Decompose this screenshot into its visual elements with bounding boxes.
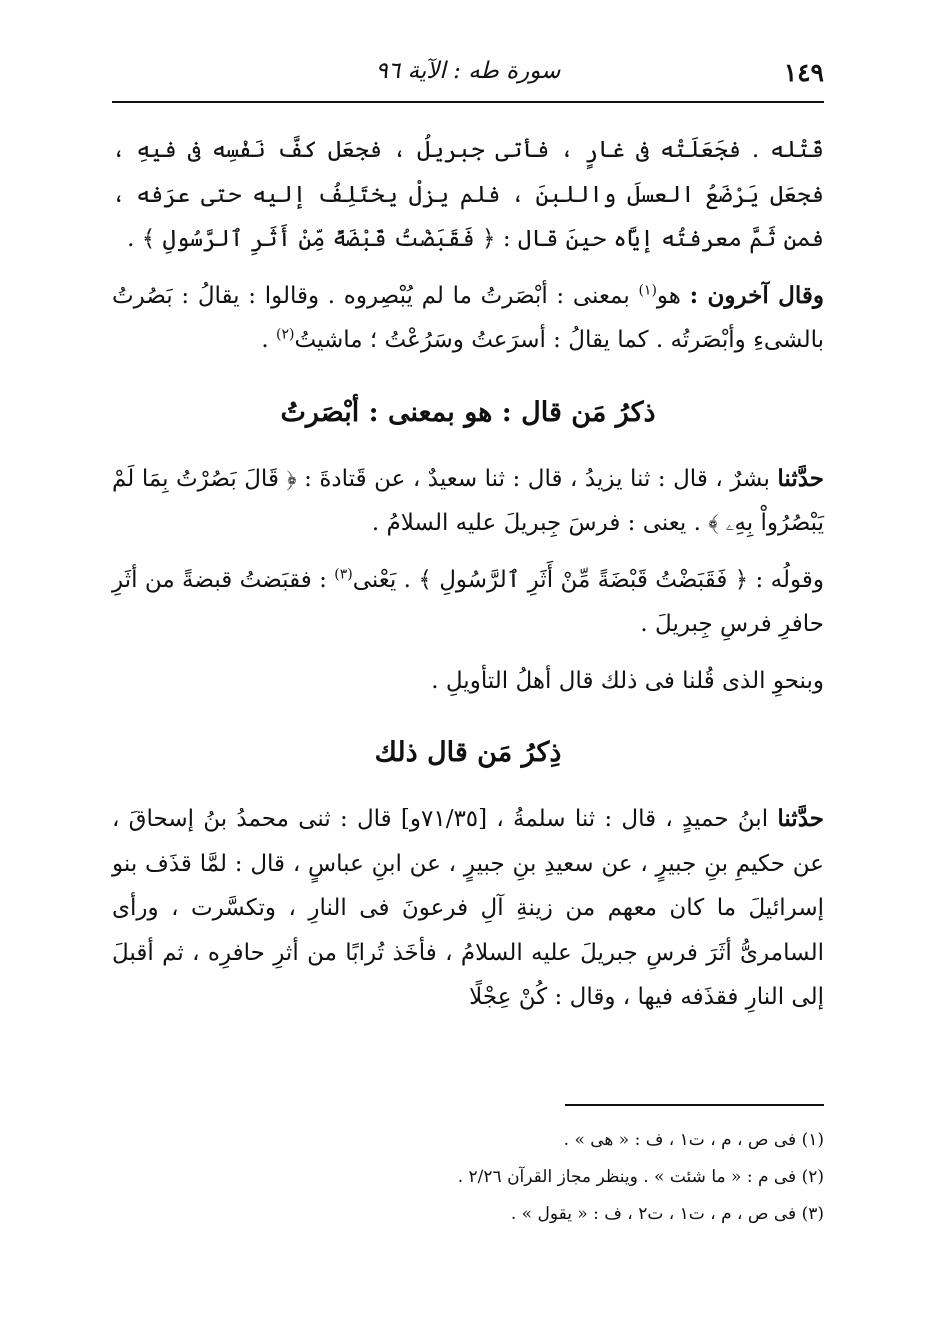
paragraph [112, 659, 824, 704]
paragraph-text: وقولُه : ﴿ فَقَبَضْتُ قَبْضَةً مِّنْ أَثَرِ ٱلرَّسُولِ ﴾ . يَعْنى [352, 566, 824, 593]
paragraph-text: . [261, 327, 276, 353]
footnote-rule [565, 1104, 824, 1106]
main-text [112, 128, 824, 1020]
section-heading: ذكرُ مَن قال : هو بمعنى : أبْصَرتُ [280, 396, 656, 428]
footnotes [112, 1122, 824, 1233]
running-title: سورة طه : الآية ٩٦ [375, 58, 561, 84]
page-number: ١٤٩ [783, 58, 824, 87]
section-heading: ذِكرُ مَن قال ذلك [374, 737, 562, 768]
footnote: (١) فى ص ، م ، ت١ ، ف : « هى » . [563, 1130, 824, 1150]
footnote: (٢) فى م : « ما شئت » . وينظر مجاز القرآن ٢/٢٦ . [457, 1167, 824, 1187]
paragraph-lead: حدَّثنا [777, 805, 824, 832]
paragraph-lead: حدَّثنا [777, 464, 825, 492]
footnote: (٣) فى ص ، م ، ت١ ، ت٢ ، ف : « يقول » . [510, 1204, 824, 1224]
header-rule [112, 101, 824, 103]
paragraph [112, 457, 824, 546]
paragraph [112, 797, 824, 1020]
paragraph-text: قَتْله . فجَعَلَتْه فى غارٍ ، فأتى جبريلُ ، فجعَل كفَّ نَفْسِه فى فيهِ ، فجعَل يَرْضَعُ العسلَ واللبنَ ، فلم يزلْ يختَلِفُ إليه حتى عرَفه ، فمن ثَمَّ معرفتُه إيَّاه حينَ قال : ﴿ فَقَبَضْتُ قَبْضَةً مِّنْ أَثَرِ ٱلرَّسُولِ ﴾ . [112, 137, 824, 252]
paragraph-text: ابنُ حميدٍ ، قال : ثنا سلمةُ ، [٧١/٣٥و] قال : ثنى محمدُ بنُ إسحاقَ ، عن حكيمِ بنِ جبيرٍ ، عن سعيدِ بنِ جبيرٍ ، عن ابنِ عباسٍ ، قال : لمَّا قذَف بنو إسرائيلَ ما كان معهم من زينةِ آلِ فرعونَ فى النارِ ، وتكسَّرت ، ورأى السامرىُّ أثَرَ فرسِ جبريلَ عليه السلامُ ، فأخَذ تُرابًا من أثرِ حافرِه ، ثم أقبلَ إلى النارِ فقذَفه فيها ، وقال : كُنْ عِجْلًا [112, 806, 824, 1010]
paragraph-text: بشرٌ ، قال : ثنا يزيدُ ، قال : ثنا سعيدٌ ، عن قَتادةَ : ﴿ قَالَ بَصُرْتُ بِمَا لَمْ يَبْصُرُواْ بِهِۦ ﴾ . يعنى : فرسَ جِبريلَ عليه السلامُ . [112, 465, 824, 536]
paragraph-text: هو [656, 282, 690, 309]
footnote-ref: (١) [638, 281, 657, 298]
footnote-ref: (٣) [334, 565, 353, 582]
paragraph [112, 128, 824, 262]
page-header [112, 54, 824, 94]
paragraph [112, 274, 824, 363]
paragraph-text: : فقبَضتُ قبضةً من أثَرِ حافرِ فرسِ جِبريلَ . [112, 566, 824, 637]
footnote-ref: (٢) [276, 326, 295, 343]
paragraph-text: بمعنى : أبْصَرتُ ما لم يُبْصِروه . وقالوا : يقالُ : بَصُرتُ بالشىءِ وأبْصَرتُه . كما يقالُ : أسرَعتُ وسَرُعْتُ ؛ ماشيتُ [112, 282, 824, 353]
paragraph-lead: وقال آخرون : [689, 281, 824, 309]
paragraph-text: وبنحوِ الذى قُلنا فى ذلك قال أهلُ التأويلِ . [431, 667, 824, 694]
paragraph [112, 558, 824, 647]
